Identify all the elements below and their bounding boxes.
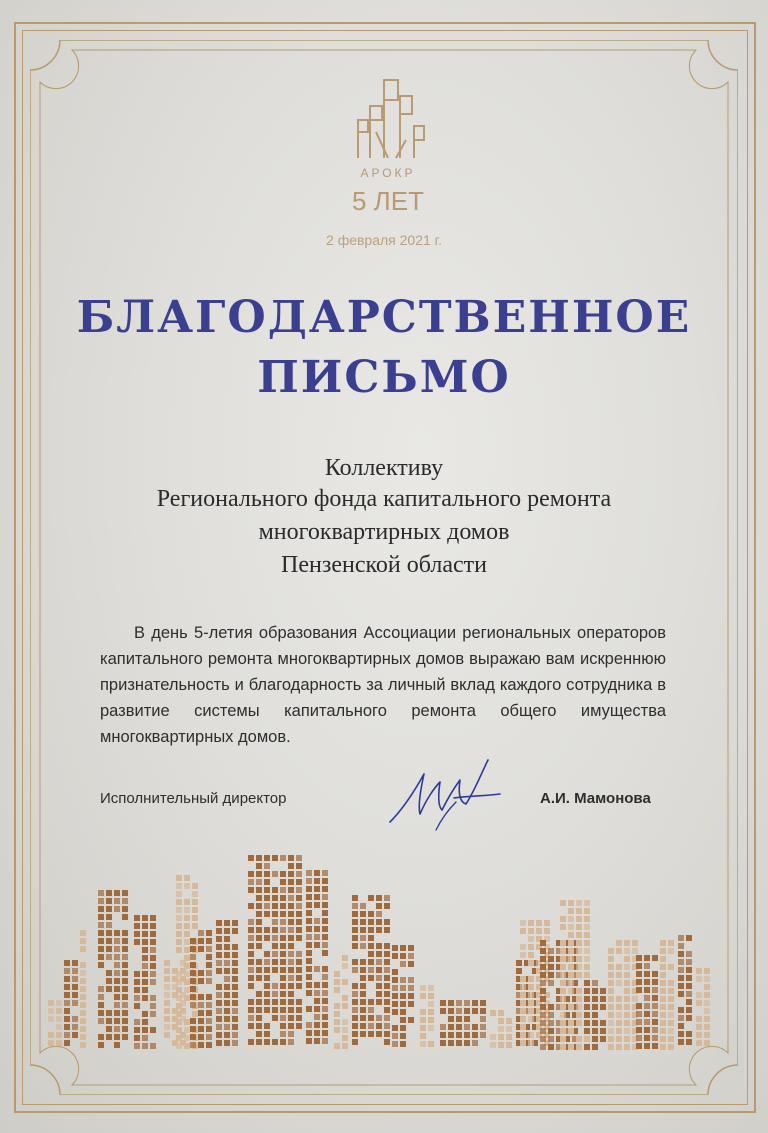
logo-anniversary: 5 ЛЕТ bbox=[352, 186, 424, 216]
signatory-name: А.И. Мамонова bbox=[540, 790, 651, 807]
recipient-line-1: Коллективу bbox=[324, 455, 444, 481]
letter-body: В день 5-летия образования Ассоциации региональных операторов капитального ремонта многоквартирных домов выражаю вам искреннюю признательность и благодарность за личный вклад каждого сотрудника в развитие системы капитального ремонта общего имущества многоквартирных домов. bbox=[100, 624, 666, 746]
aropkr-logo bbox=[340, 70, 436, 220]
title-line-1: БЛАГОДАРСТВЕННОЕ bbox=[76, 292, 692, 343]
title-line-2: ПИСЬМО bbox=[257, 352, 511, 403]
recipient-line-3: многоквартирных домов bbox=[258, 519, 510, 545]
recipient-line-4: Пензенской области bbox=[281, 552, 487, 578]
signatory-role: Исполнительный директор bbox=[100, 790, 287, 807]
recipient-line-2: Регионального фонда капитального ремонта bbox=[156, 486, 612, 512]
handwritten-signature bbox=[384, 752, 504, 832]
document-date: 2 февраля 2021 г. bbox=[326, 232, 442, 248]
logo-wordmark: АРОКР bbox=[360, 166, 416, 180]
